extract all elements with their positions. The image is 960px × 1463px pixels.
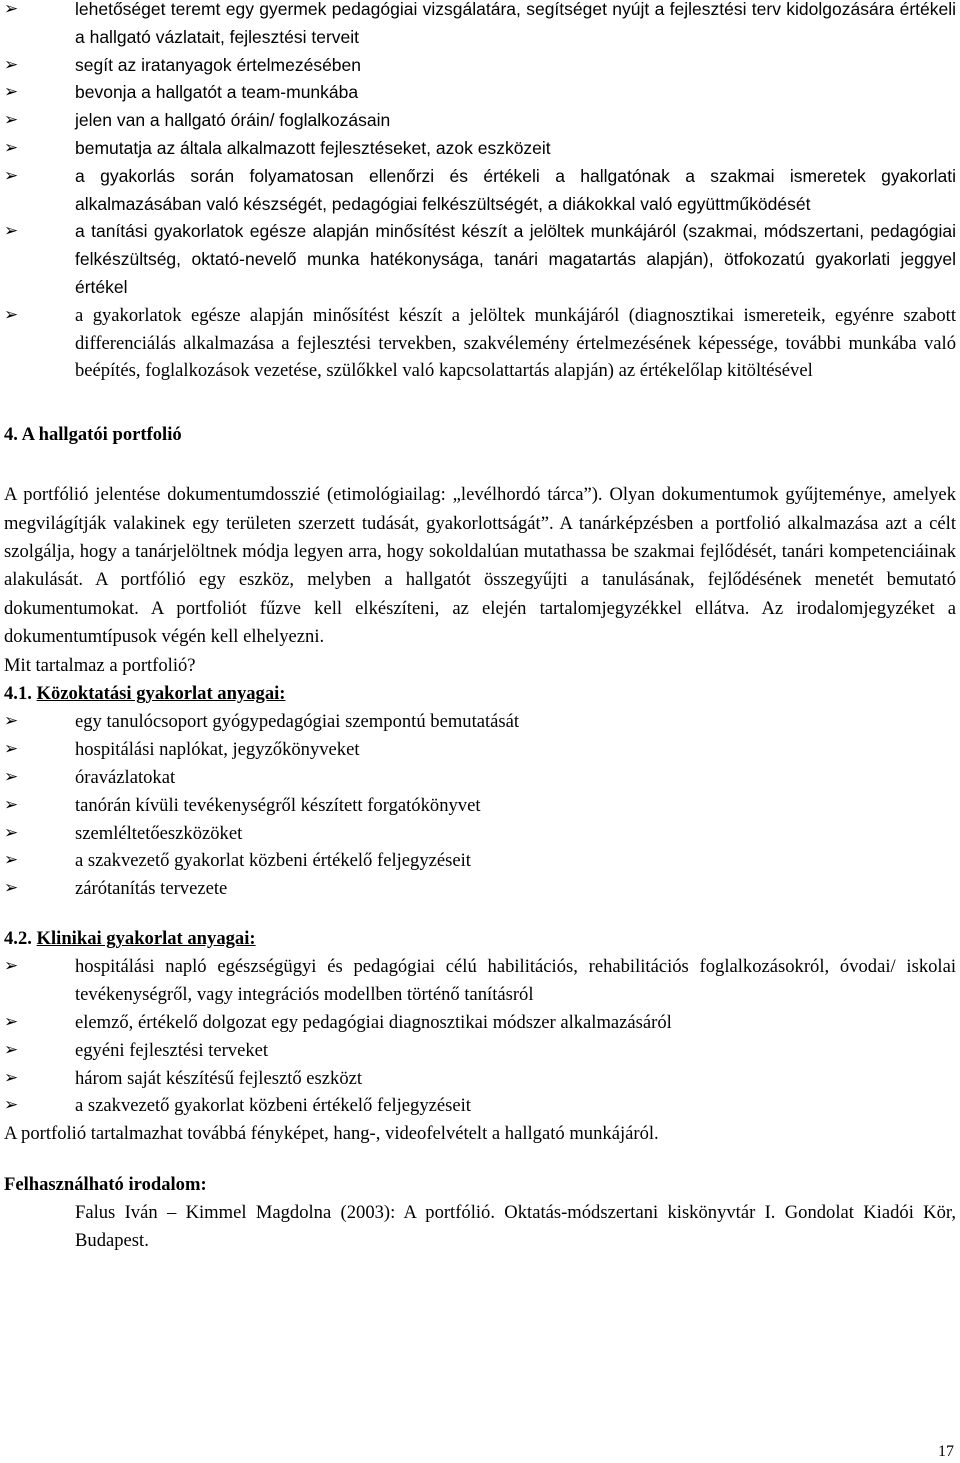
list-item: ➢ lehetőséget teremt egy gyermek pedagógiai vizsgálatára, segítséget nyújt a fejlesztési terv kidolgozására értékeli a hallgató vázlatait, fejlesztési terveit	[4, 0, 956, 52]
page-number: 17	[938, 1443, 954, 1460]
list-item: ➢ egyéni fejlesztési terveket	[4, 1037, 956, 1065]
subsection-number: 4.1.	[4, 683, 37, 704]
closing-paragraph: A portfolió tartalmazhat továbbá fényképet, hang-, videofelvételt a hallgató munkájáról.	[4, 1123, 659, 1145]
list-item: ➢ elemző, értékelő dolgozat egy pedagógiai diagnosztikai módszer alkalmazásáról	[4, 1009, 956, 1037]
list-item: ➢ a tanítási gyakorlatok egésze alapján minősítést készít a jelöltek munkájáról (szakmai, módszertani, pedagógiai felkészültség, oktató-nevelő munka hatékonysága, tanári magatartás alapján), ötfokozatú gyakorlati jeggyel értékel	[4, 218, 956, 301]
list-item: ➢ jelen van a hallgató óráin/ foglalkozásain	[4, 107, 956, 135]
supervisor-duties-list	[4, 0, 956, 302]
section-heading: 4. A hallgatói portfolió	[4, 424, 182, 446]
list-item: ➢ a gyakorlás során folyamatosan ellenőrzi és értékeli a hallgatónak a szakmai ismeretek gyakorlati alkalmazásában való készségét, pedagógiai felkészültségét, a diákokkal való együttműködését	[4, 163, 956, 219]
list-item: ➢ bemutatja az általa alkalmazott fejlesztéseket, azok eszközeit	[4, 135, 956, 163]
list-item: ➢ hospitálási napló egészségügyi és pedagógiai célú habilitációs, rehabilitációs foglalkozásokról, óvodai/ iskolai tevékenységről, vagy integrációs modellben történő tanításról	[4, 953, 956, 1009]
list-item: ➢ a szakvezető gyakorlat közbeni értékelő feljegyzéseit	[4, 1092, 956, 1120]
list-item: ➢ zárótanítás tervezete	[4, 875, 956, 903]
subsection-title: Közoktatási gyakorlat anyagai:	[36, 683, 286, 704]
list-item: ➢ bevonja a hallgatót a team-munkába	[4, 79, 956, 107]
subsection-number: 4.2.	[4, 927, 37, 949]
reference-entry: Falus Iván – Kimmel Magdolna (2003): A portfólió. Oktatás-módszertani kiskönyvtár I. Gondolat Kiadói Kör, Budapest.	[75, 1201, 956, 1252]
document-page	[4, 0, 956, 1256]
list-item: ➢ óravázlatokat	[4, 764, 956, 792]
clinical-practice-list	[4, 953, 956, 1120]
literature-heading: Felhasználható irodalom:	[4, 1173, 207, 1195]
list-item: ➢ a gyakorlatok egésze alapján minősítést készít a jelöltek munkájáról (diagnosztikai ismereteik, egyénre szabott differenciálás alkalmazása a fejlesztési tervekben, szakvélemény értelmezésének képessége, további munkába való beépítés, foglalkozások vezetése, szülőkkel való kapcsolattartás alapján) az értékelőlap kitöltésével	[4, 302, 956, 385]
list-item: ➢ egy tanulócsoport gyógypedagógiai szempontú bemutatását	[4, 708, 956, 736]
list-item: ➢ tanórán kívüli tevékenységről készített forgatókönyvet	[4, 792, 956, 820]
list-item: ➢ segít az iratanyagok értelmezésében	[4, 52, 956, 80]
list-item: ➢ a szakvezető gyakorlat közbeni értékelő feljegyzéseit	[4, 847, 956, 875]
public-education-list	[4, 708, 956, 903]
portfolio-question: Mit tartalmaz a portfolió?	[4, 654, 196, 676]
subsection-heading-4-2	[4, 925, 956, 953]
list-item: ➢ hospitálási naplókat, jegyzőkönyveket	[4, 736, 956, 764]
subsection-title: Klinikai gyakorlat anyagai:	[36, 927, 256, 949]
subsection-heading-4-1	[4, 680, 956, 708]
intro-paragraph: A portfólió jelentése dokumentumdosszié (etimológiailag: „levélhordó tárca”). Olyan dokumentumok gyűjteménye, amelyek megvilágítják valakinek egy területen szerzett tudását, gyakorlottságát”. A tanárképzésben a portfolió alkalmazása azt a célt szolgálja, hogy a tanárjelöltnek módja legyen arra, hogy sokoldalúan mutathassa be szakmai fejlődését, tanári kompetenciáinak alakulását. A portfólió egy eszköz, melyben a hallgatót összegyűjti a tanulásának, fejlődésének menetét bemutató dokumentumokat. A portfoliót fűzve kell elkészíteni, az elején tartalomjegyzékkel ellátva. Az irodalomjegyzéket a dokumentumtípusok végén kell elhelyezni.	[4, 484, 956, 648]
list-item: ➢ három saját készítésű fejlesztő eszközt	[4, 1065, 956, 1093]
list-item: ➢ szemléltetőeszközöket	[4, 820, 956, 848]
clinical-evaluation-list	[4, 302, 956, 385]
